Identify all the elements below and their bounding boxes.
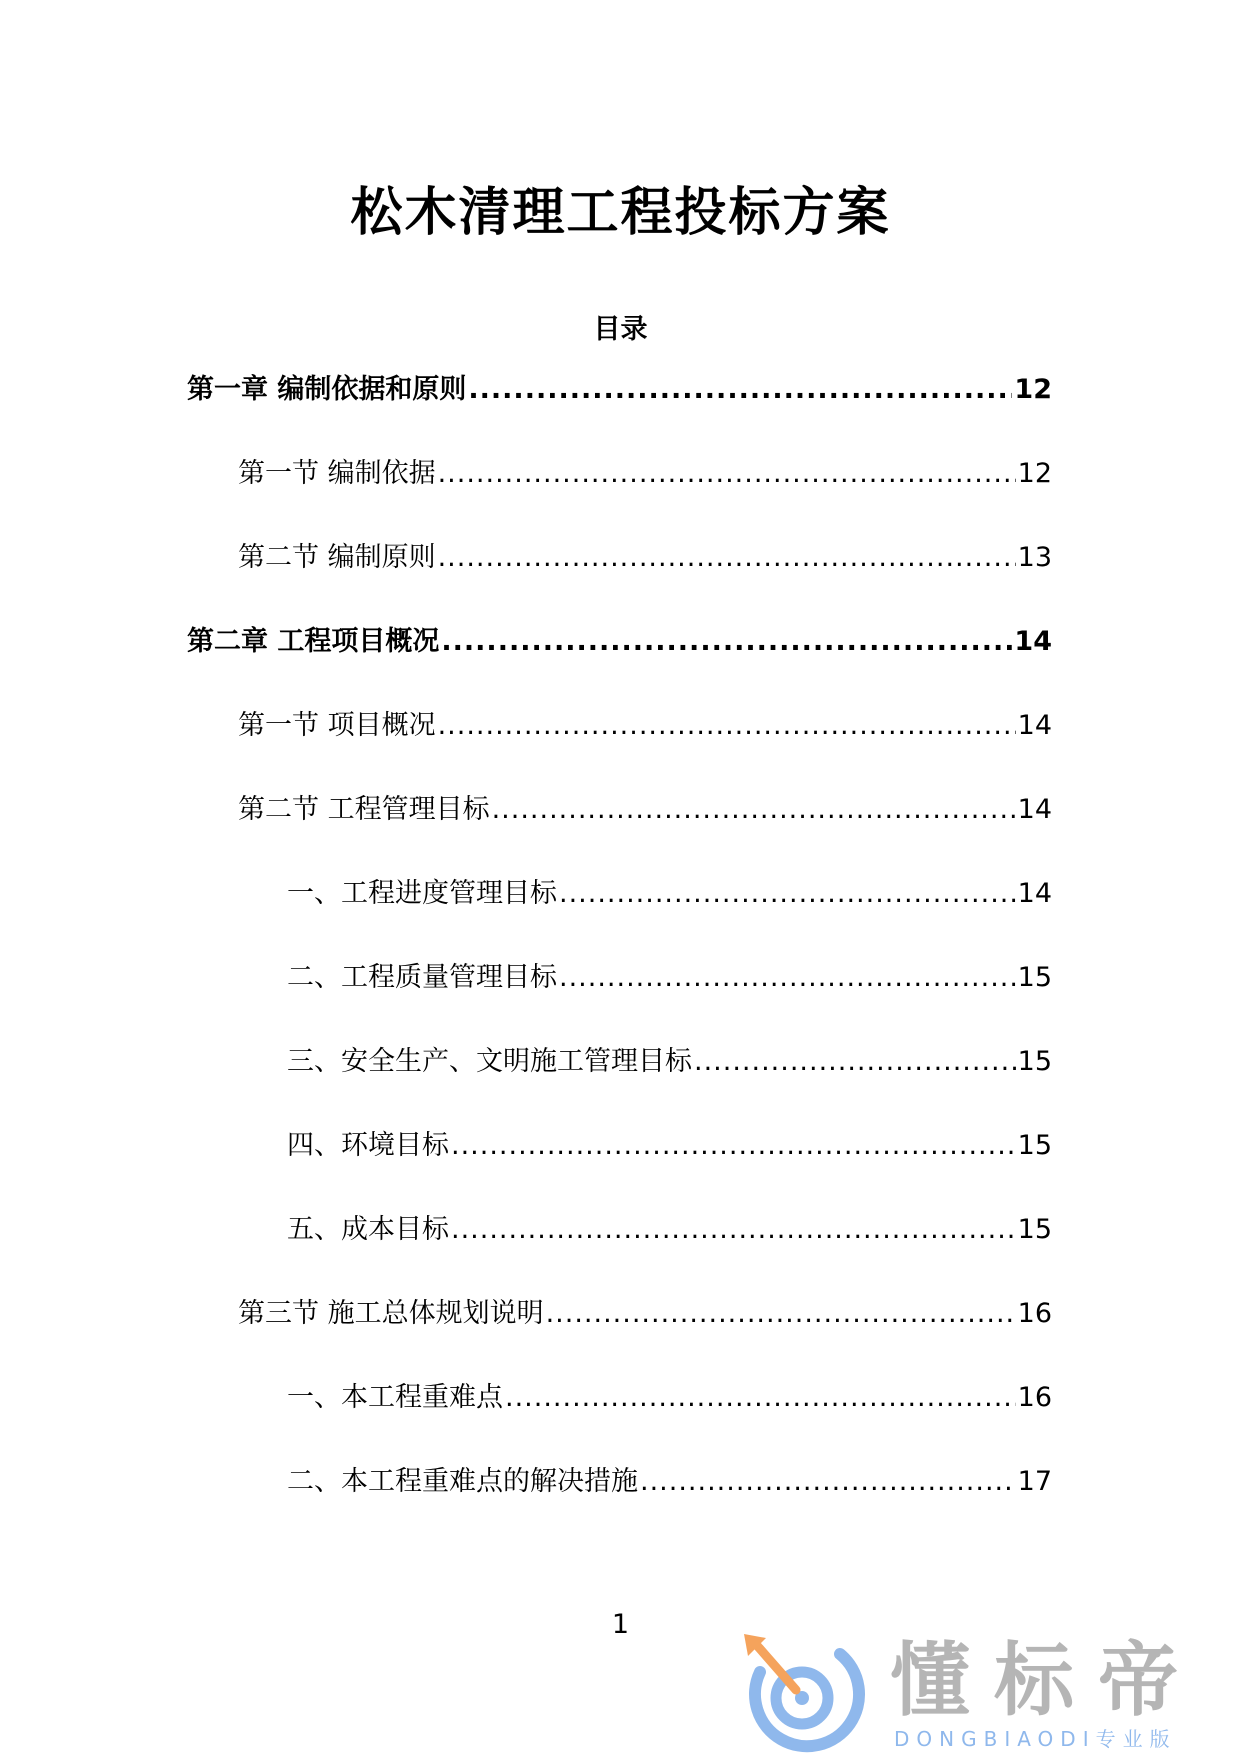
watermark-subtitle: DONGBIAODI专业版 [894, 1727, 1177, 1751]
toc-entry-page: 12 [1014, 374, 1052, 405]
toc-dot-leader [546, 1294, 1016, 1334]
toc-entry-label: 二、本工程重难点的解决措施 [287, 1466, 638, 1497]
toc-entry-label: 五、成本目标 [287, 1214, 449, 1245]
toc-entry-page: 14 [1017, 794, 1052, 825]
toc-entry-page: 14 [1017, 710, 1052, 741]
toc-dot-leader [438, 706, 1016, 746]
toc-dot-leader [694, 1042, 1016, 1082]
toc-entry-label: 第一章 编制依据和原则 [187, 374, 467, 405]
toc-entry-page: 17 [1017, 1466, 1052, 1497]
toc-entry-label: 一、工程进度管理目标 [287, 878, 557, 909]
toc-entry-label: 三、安全生产、文明施工管理目标 [287, 1046, 692, 1077]
toc-dot-leader [640, 1462, 1016, 1502]
toc-entry-label: 一、本工程重难点 [287, 1382, 503, 1413]
toc-entry-page: 15 [1017, 1046, 1052, 1077]
toc-entry[interactable] [287, 1126, 1052, 1166]
toc-entry-page: 15 [1017, 962, 1052, 993]
toc-entry-page: 12 [1017, 458, 1052, 489]
toc-entry-page: 15 [1017, 1130, 1052, 1161]
toc-entry[interactable] [238, 538, 1052, 578]
toc-entry-label: 第三节 施工总体规划说明 [238, 1298, 544, 1329]
toc-entry[interactable] [287, 874, 1052, 914]
toc-entry-page: 16 [1017, 1382, 1052, 1413]
page-number: 1 [611, 1609, 630, 1640]
toc-entry[interactable] [238, 706, 1052, 746]
toc-entry-page: 14 [1017, 878, 1052, 909]
toc-entry-page: 13 [1017, 542, 1052, 573]
toc-dot-leader [559, 874, 1016, 914]
toc-entry-page: 14 [1014, 626, 1052, 657]
toc-dot-leader [505, 1378, 1016, 1418]
toc-entry[interactable] [287, 1378, 1052, 1418]
toc-entry-page: 16 [1017, 1298, 1052, 1329]
toc-dot-leader [451, 1210, 1016, 1250]
toc-entry[interactable] [287, 958, 1052, 998]
toc-entry[interactable] [187, 370, 1052, 410]
toc-entry-label: 第一节 编制依据 [238, 458, 436, 489]
toc-heading: 目录 [593, 314, 648, 345]
toc-entry-label: 第二节 工程管理目标 [238, 794, 490, 825]
toc-dot-leader [438, 454, 1016, 494]
toc-dot-leader [441, 622, 1012, 662]
toc-entry[interactable] [287, 1042, 1052, 1082]
toc-entry[interactable] [187, 622, 1052, 662]
toc-entry-label: 二、工程质量管理目标 [287, 962, 557, 993]
toc-dot-leader [438, 538, 1016, 578]
watermark [740, 1632, 1241, 1754]
toc-entry[interactable] [238, 1294, 1052, 1334]
toc-entry[interactable] [238, 790, 1052, 830]
toc-entry-label: 四、环境目标 [287, 1130, 449, 1161]
document-title: 松木清理工程投标方案 [350, 183, 891, 243]
toc-entry[interactable] [287, 1462, 1052, 1502]
toc-entry-label: 第二章 工程项目概况 [187, 626, 440, 657]
toc-entry-label: 第二节 编制原则 [238, 542, 436, 573]
toc-entry[interactable] [238, 454, 1052, 494]
watermark-brand-name: 懂标帝 [890, 1634, 1202, 1727]
toc-entry-label: 第一节 项目概况 [238, 710, 436, 741]
toc-dot-leader [492, 790, 1016, 830]
toc-dot-leader [451, 1126, 1016, 1166]
toc-dot-leader [559, 958, 1016, 998]
target-arrow-icon [740, 1632, 870, 1754]
toc-dot-leader [468, 370, 1012, 410]
toc-entry[interactable] [287, 1210, 1052, 1250]
toc-entry-page: 15 [1017, 1214, 1052, 1245]
